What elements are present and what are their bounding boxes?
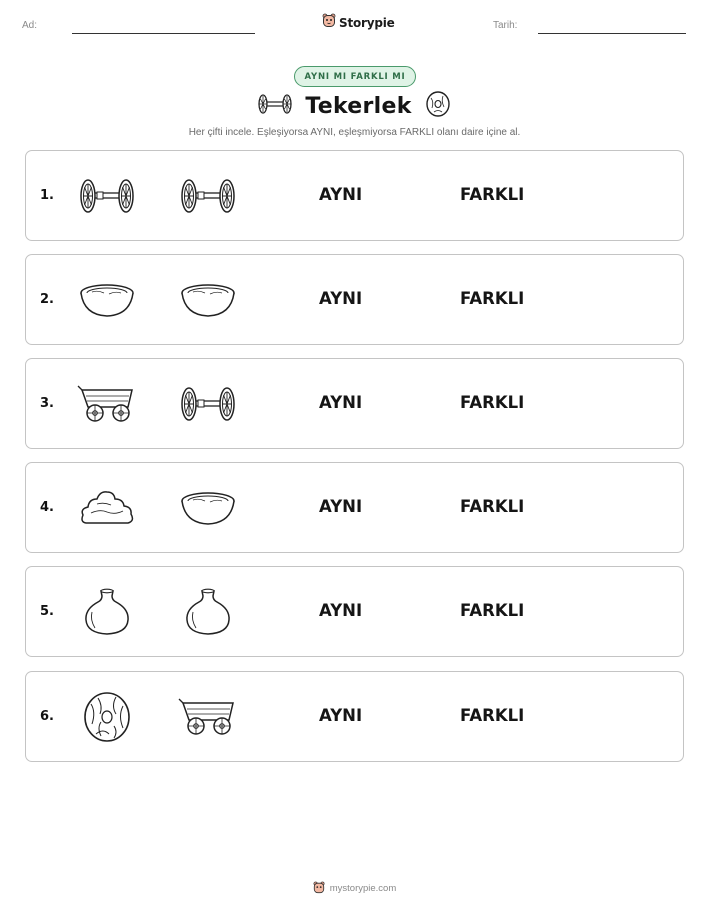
brand-logo [322,13,395,32]
different-option[interactable]: FARKLI [460,393,525,412]
same-option[interactable]: AYNI [319,393,363,412]
different-option[interactable]: FARKLI [460,497,525,516]
wooden-wheel-icon [76,692,138,742]
date-label: Tarih: [493,20,518,31]
name-label: Ad: [22,20,38,31]
question-number: 4. [40,500,54,515]
different-option[interactable]: FARKLI [460,289,525,308]
question-number: 3. [40,396,54,411]
question-row [25,254,684,345]
instruction-text: Her çifti incele. Eşleşiyorsa AYNI, eşleşmiyorsa FARKLI olanı daire içine al. [188,127,521,138]
same-option[interactable]: AYNI [319,706,363,725]
date-line[interactable] [538,33,686,34]
bowl-icon [177,275,239,325]
name-line[interactable] [72,33,255,34]
question-row [25,150,684,241]
different-option[interactable]: FARKLI [460,601,525,620]
question-row [25,671,684,762]
storypie-mascot-icon [313,879,325,898]
same-option[interactable]: AYNI [319,601,363,620]
cart-icon [177,692,239,742]
question-row [25,462,684,553]
axle-wheels-icon [177,379,239,429]
footer-url: mystorypie.com [329,883,397,894]
title-row [0,90,709,122]
same-option[interactable]: AYNI [319,185,363,204]
different-option[interactable]: FARKLI [460,706,525,725]
vase-icon [177,587,239,637]
bowl-icon [76,275,138,325]
brand-name: Storypie [339,15,395,30]
question-number: 5. [40,604,54,619]
question-row [25,358,684,449]
storypie-mascot-icon [322,13,336,32]
axle-wheels-icon [257,92,293,120]
wooden-wheel-icon [424,90,452,122]
different-option[interactable]: FARKLI [460,185,525,204]
page-title: Tekerlek [305,93,412,119]
question-number: 1. [40,188,54,203]
worksheet-type-badge: AYNI MI FARKLI MI [294,66,416,87]
axle-wheels-icon [177,171,239,221]
cart-icon [76,379,138,429]
axle-wheels-icon [76,171,138,221]
vase-icon [76,587,138,637]
same-option[interactable]: AYNI [319,289,363,308]
same-option[interactable]: AYNI [319,497,363,516]
clay-lump-icon [76,483,138,533]
question-row [25,566,684,657]
question-number: 6. [40,709,54,724]
footer [0,879,709,898]
bowl-icon [177,483,239,533]
question-number: 2. [40,292,54,307]
